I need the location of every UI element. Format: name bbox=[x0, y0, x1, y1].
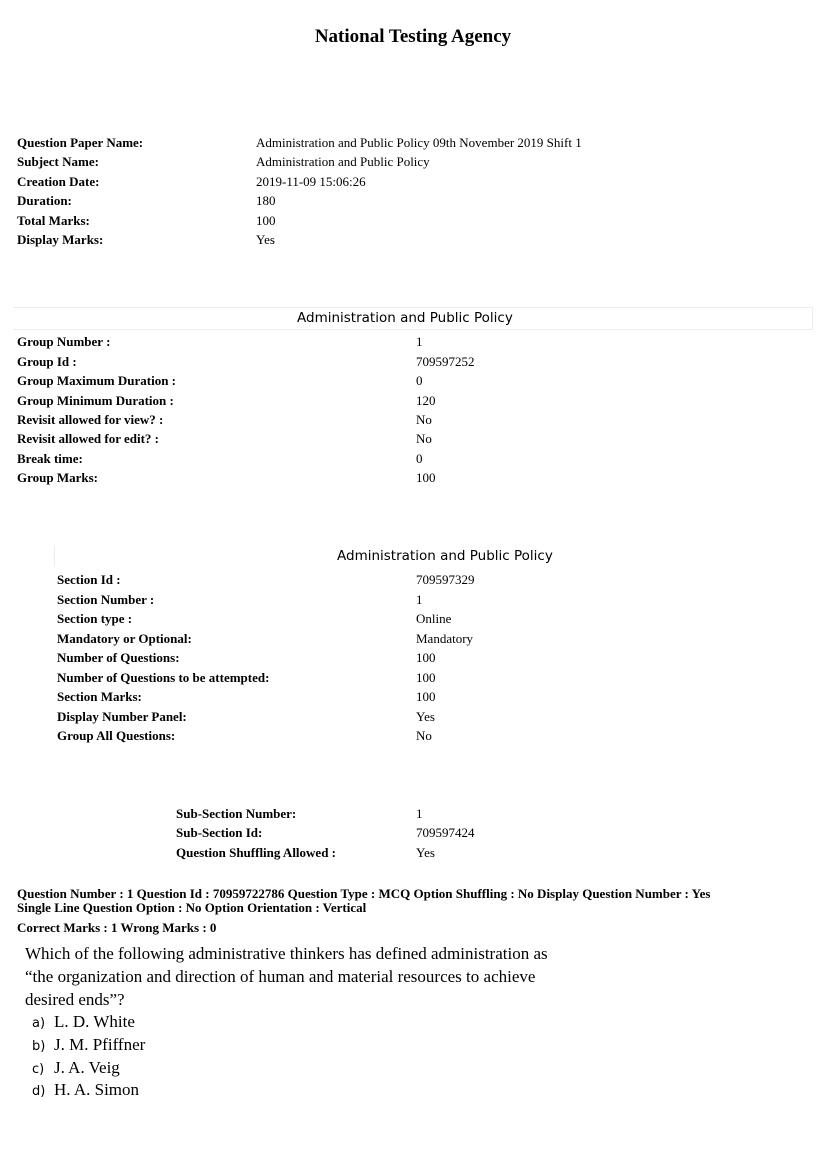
option-d bbox=[32, 1080, 139, 1100]
option-d-text: H. A. Simon bbox=[54, 1080, 140, 1099]
section-number-value: 1 bbox=[416, 592, 423, 607]
total-marks-label: Total Marks: bbox=[17, 213, 90, 228]
break-time-value: 0 bbox=[416, 451, 423, 466]
subsection-id-label: Sub-Section Id: bbox=[176, 825, 263, 840]
question-shuffling-label: Question Shuffling Allowed : bbox=[176, 845, 337, 860]
group-marks-label: Group Marks: bbox=[17, 470, 99, 485]
option-a-text: L. D. White bbox=[54, 1012, 135, 1031]
subsection-id-value: 709597424 bbox=[416, 825, 475, 840]
option-a bbox=[32, 1012, 135, 1032]
group-max-duration-label: Group Maximum Duration : bbox=[17, 373, 177, 388]
page-title: National Testing Agency bbox=[314, 26, 512, 47]
section-marks-label: Section Marks: bbox=[57, 689, 142, 704]
group-all-questions-value: No bbox=[416, 728, 432, 743]
question-text-line: desired ends”? bbox=[25, 990, 125, 1009]
subject-name-value: Administration and Public Policy bbox=[256, 154, 430, 169]
question-meta-line1: Question Number : 1 Question Id : 70959722786 Question Type : MCQ Option Shuffling : No Display Question Number : Yes bbox=[17, 886, 711, 901]
question-text bbox=[25, 942, 625, 1011]
group-id-value: 709597252 bbox=[416, 354, 475, 369]
group-frame-right bbox=[812, 307, 813, 329]
option-c-key: c) bbox=[32, 1062, 45, 1077]
question-text-line: “the organization and direction of human and material resources to achieve bbox=[25, 967, 536, 986]
option-a-key: a) bbox=[32, 1016, 46, 1031]
option-b-text: J. M. Pfiffner bbox=[54, 1035, 146, 1054]
option-c-text: J. A. Veig bbox=[54, 1058, 120, 1077]
group-id-label: Group Id : bbox=[17, 354, 77, 369]
section-type-value: Online bbox=[416, 611, 452, 626]
section-marks-value: 100 bbox=[416, 689, 436, 704]
section-number-label: Section Number : bbox=[57, 592, 155, 607]
mandatory-optional-label: Mandatory or Optional: bbox=[57, 631, 192, 646]
option-b-key: b) bbox=[32, 1039, 46, 1054]
question-marks-line: Correct Marks : 1 Wrong Marks : 0 bbox=[17, 920, 217, 935]
group-max-duration-value: 0 bbox=[416, 373, 423, 388]
number-of-questions-label: Number of Questions: bbox=[57, 650, 180, 665]
group-number-label: Group Number : bbox=[17, 334, 111, 349]
group-min-duration-label: Group Minimum Duration : bbox=[17, 393, 174, 408]
questions-attempted-value: 100 bbox=[416, 670, 436, 685]
option-b bbox=[32, 1035, 145, 1055]
group-min-duration-value: 120 bbox=[416, 393, 436, 408]
creation-date-label: Creation Date: bbox=[17, 174, 100, 189]
revisit-edit-value: No bbox=[416, 431, 432, 446]
paper-name-label: Question Paper Name: bbox=[17, 135, 144, 150]
subsection-number-label: Sub-Section Number: bbox=[176, 806, 297, 821]
display-number-panel-label: Display Number Panel: bbox=[57, 709, 187, 724]
revisit-view-label: Revisit allowed for view? : bbox=[17, 412, 164, 427]
section-type-label: Section type : bbox=[57, 611, 133, 626]
group-number-value: 1 bbox=[416, 334, 423, 349]
revisit-edit-label: Revisit allowed for edit? : bbox=[17, 431, 160, 446]
question-meta-line2: Single Line Question Option : No Option Orientation : Vertical bbox=[17, 900, 367, 915]
display-marks-value: Yes bbox=[256, 232, 275, 247]
revisit-view-value: No bbox=[416, 412, 432, 427]
number-of-questions-value: 100 bbox=[416, 650, 436, 665]
section-id-value: 709597329 bbox=[416, 572, 475, 587]
group-all-questions-label: Group All Questions: bbox=[57, 728, 176, 743]
section-id-label: Section Id : bbox=[57, 572, 121, 587]
total-marks-value: 100 bbox=[256, 213, 276, 228]
subject-name-label: Subject Name: bbox=[17, 154, 99, 169]
group-frame-bottom bbox=[13, 329, 813, 330]
duration-value: 180 bbox=[256, 193, 276, 208]
group-heading: Administration and Public Policy bbox=[297, 310, 513, 326]
break-time-label: Break time: bbox=[17, 451, 83, 466]
creation-date-value: 2019-11-09 15:06:26 bbox=[256, 174, 366, 189]
questions-attempted-label: Number of Questions to be attempted: bbox=[57, 670, 270, 685]
question-text-line: Which of the following administrative thinkers has defined administration as bbox=[25, 944, 548, 963]
display-marks-label: Display Marks: bbox=[17, 232, 104, 247]
section-frame-left bbox=[54, 545, 55, 567]
option-d-key: d) bbox=[32, 1084, 46, 1099]
mandatory-optional-value: Mandatory bbox=[416, 631, 474, 646]
display-number-panel-value: Yes bbox=[416, 709, 435, 724]
group-marks-value: 100 bbox=[416, 470, 436, 485]
subsection-number-value: 1 bbox=[416, 806, 423, 821]
question-shuffling-value: Yes bbox=[416, 845, 435, 860]
group-frame-top bbox=[13, 307, 813, 308]
section-heading: Administration and Public Policy bbox=[337, 548, 553, 564]
duration-label: Duration: bbox=[17, 193, 72, 208]
paper-name-value: Administration and Public Policy 09th November 2019 Shift 1 bbox=[256, 135, 582, 150]
option-c bbox=[32, 1058, 120, 1078]
